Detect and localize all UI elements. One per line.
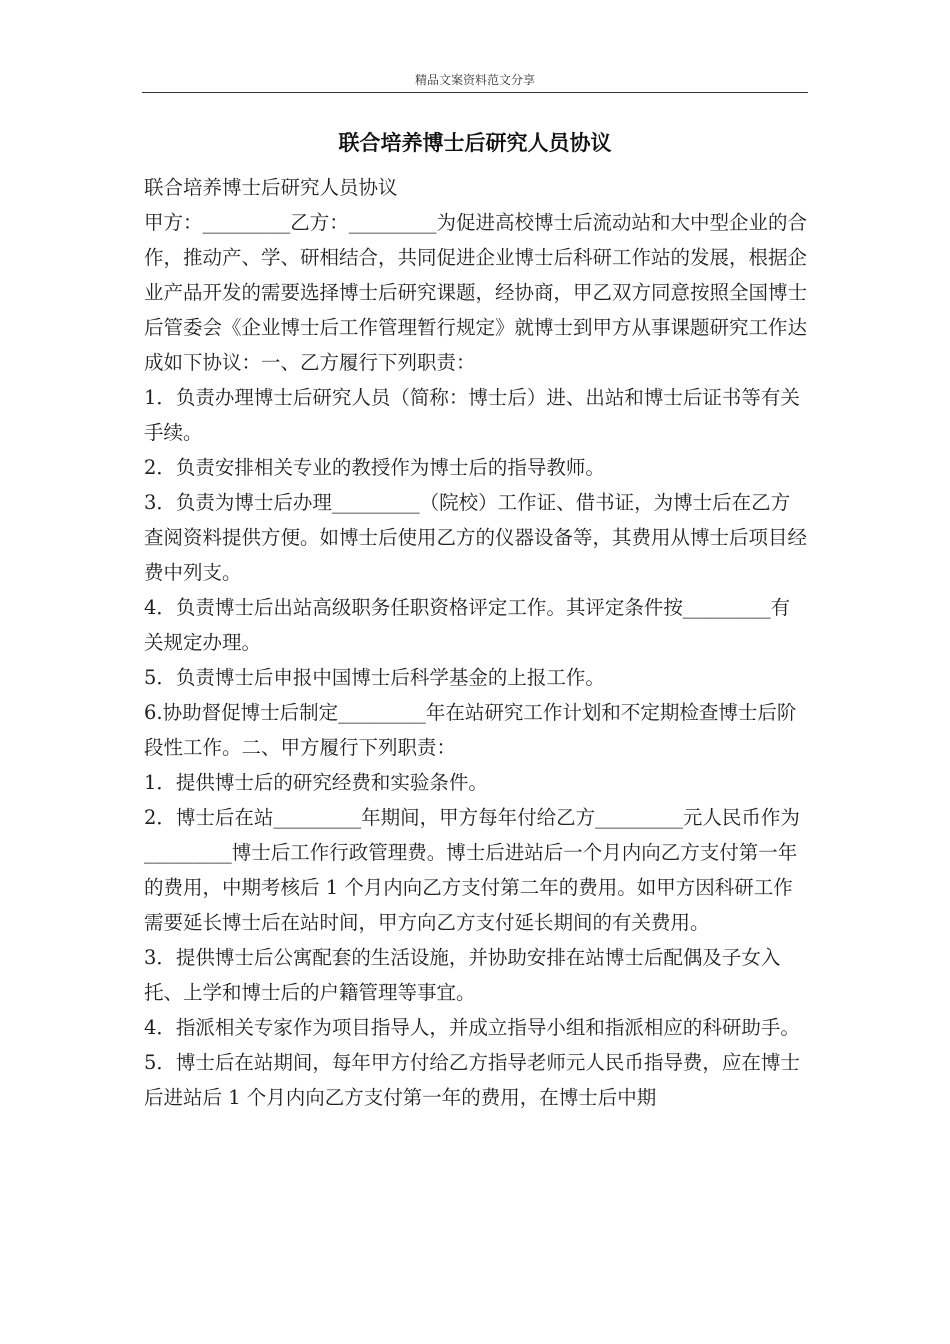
body-paragraph-item: 2．负责安排相关专业的教授作为博士后的指导教师。 [144,456,605,479]
document-body [144,170,808,1115]
body-paragraph-item: 2．博士后在站_________年期间，甲方每年付给乙方_________元人民币作为_________博士后工作行政管理费。博士后进站后一个月内向乙方支付第一年的费用，中期考核后 1 个月内向乙方支付第二年的费用。如甲方因科研工作需要延长博士后在站时间，甲方向乙方支付延长期间的有关费用。 [144,806,800,934]
body-paragraph-item: 4．负责博士后出站高级职务任职资格评定工作。其评定条件按_________有关规定办理。 [144,596,791,654]
body-paragraph-item: 3．负责为博士后办理_________（院校）工作证、借书证，为博士后在乙方查阅资料提供方便。如博士后使用乙方的仪器设备等，其费用从博士后项目经费中列支。 [144,491,808,584]
body-paragraph-item: 1．负责办理博士后研究人员（简称：博士后）进、出站和博士后证书等有关手续。 [144,386,800,444]
body-paragraph-item: 5．博士后在站期间，每年甲方付给乙方指导老师元人民币指导费，应在博士后进站后 1 个月内向乙方支付第一年的费用，在博士后中期 [144,1051,800,1109]
body-paragraph-item: 5．负责博士后申报中国博士后科学基金的上报工作。 [144,666,605,689]
body-paragraph-item: 4．指派相关专家作为项目指导人，并成立指导小组和指派相应的科研助手。 [144,1016,800,1039]
body-paragraph-subtitle: 联合培养博士后研究人员协议 [144,176,398,199]
body-paragraph-item: 1．提供博士后的研究经费和实验条件。 [144,771,488,794]
body-paragraph-item: 6.协助督促博士后制定_________年在站研究工作计划和不定期检查博士后阶段性工作。二、甲方履行下列职责： [144,701,797,759]
page-header: 精品文案资料范文分享 [142,70,808,93]
document-title: 联合培养博士后研究人员协议 [338,130,612,155]
body-paragraph-preamble: 甲方：_________乙方：_________为促进高校博士后流动站和大中型企业的合作，推动产、学、研相结合，共同促进企业博士后科研工作站的发展，根据企业产品开发的需要选择博士后研究课题，经协商，甲乙双方同意按照全国博士后管委会《企业博士后工作管理暂行规定》就博士到甲方从事课题研究工作达成如下协议：一、乙方履行下列职责： [144,211,808,374]
body-paragraph-item: 3．提供博士后公寓配套的生活设施，并协助安排在站博士后配偶及子女入托、上学和博士后的户籍管理等事宜。 [144,946,781,1004]
